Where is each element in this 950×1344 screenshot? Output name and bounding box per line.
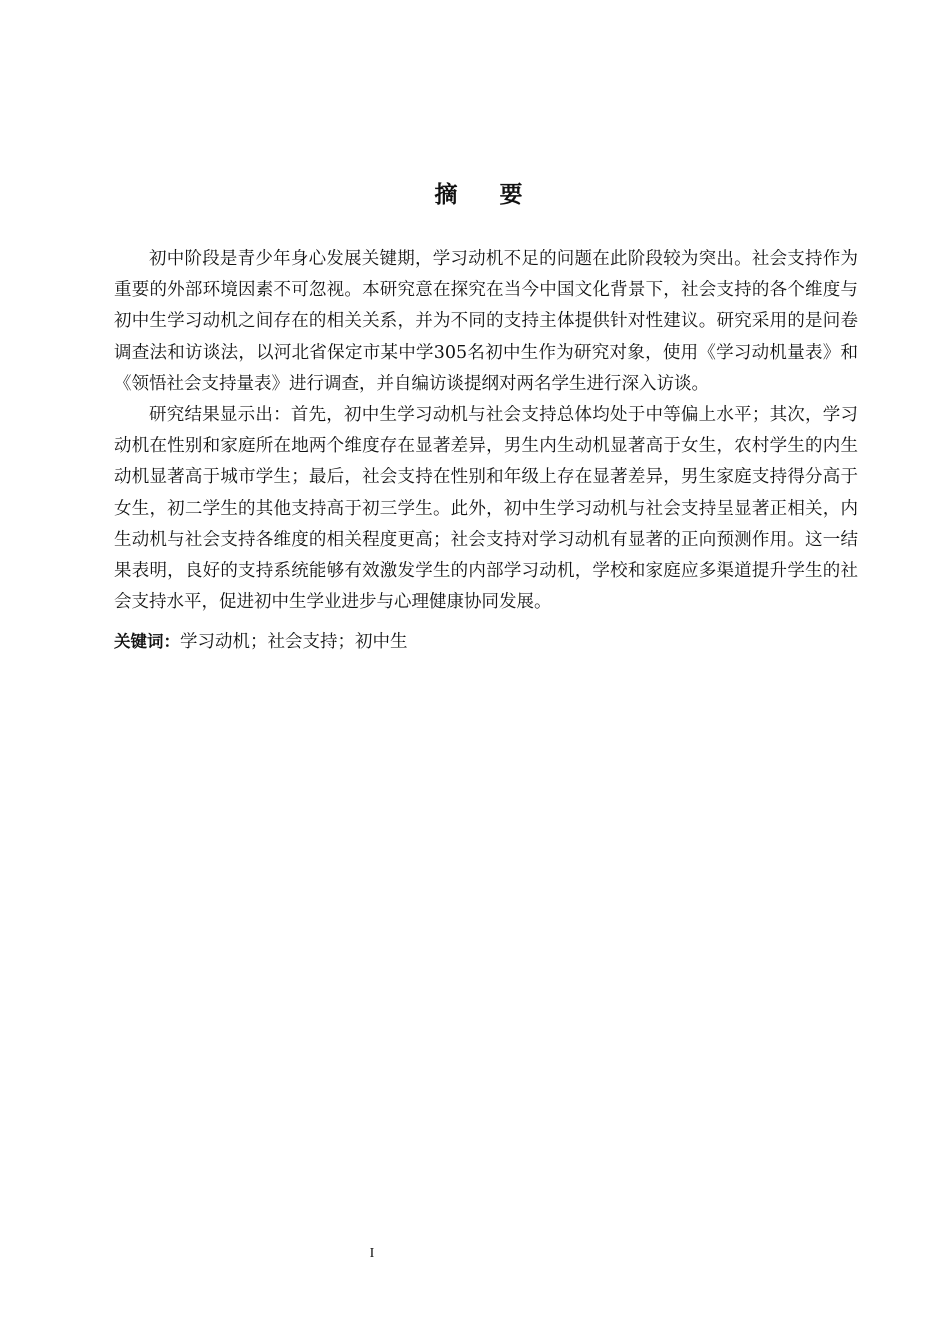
abstract-paragraph-1: 初中阶段是青少年身心发展关键期，学习动机不足的问题在此阶段较为突出。社会支持作为重要的外部环境因素不可忽视。本研究意在探究在当今中国文化背景下，社会支持的各个维度与初中生学习动机之间存在的相关关系，并为不同的支持主体提供针对性建议。研究采用的是问卷调查法和访谈法，以河北省保定市某中学305名初中生作为研究对象，使用《学习动机量表》和《领悟社会支持量表》进行调查，并自编访谈提纲对两名学生进行深入访谈。: [114, 249, 858, 394]
page-number: I: [369, 1246, 375, 1261]
keywords-line: [114, 626, 858, 658]
abstract-paragraph-2: 研究结果显示出：首先，初中生学习动机与社会支持总体均处于中等偏上水平；其次，学习动机在性别和家庭所在地两个维度存在显著差异，男生内生动机显著高于女生，农村学生的内生动机显著高于城市学生；最后，社会支持在性别和年级上存在显著差异，男生家庭支持得分高于女生，初二学生的其他支持高于初三学生。此外，初中生学习动机与社会支持呈显著正相关，内生动机与社会支持各维度的相关程度更高；社会支持对学习动机有显著的正向预测作用。这一结果表明，良好的支持系统能够有效激发学生的内部学习动机，学校和家庭应多渠道提升学生的社会支持水平，促进初中生学业进步与心理健康协同发展。: [114, 405, 858, 613]
abstract-title: 摘 要: [434, 182, 540, 208]
abstract-body: [114, 244, 858, 659]
keywords-value: 学习动机；社会支持；初中生: [180, 632, 408, 653]
keywords-label: 关键词：: [114, 632, 180, 652]
